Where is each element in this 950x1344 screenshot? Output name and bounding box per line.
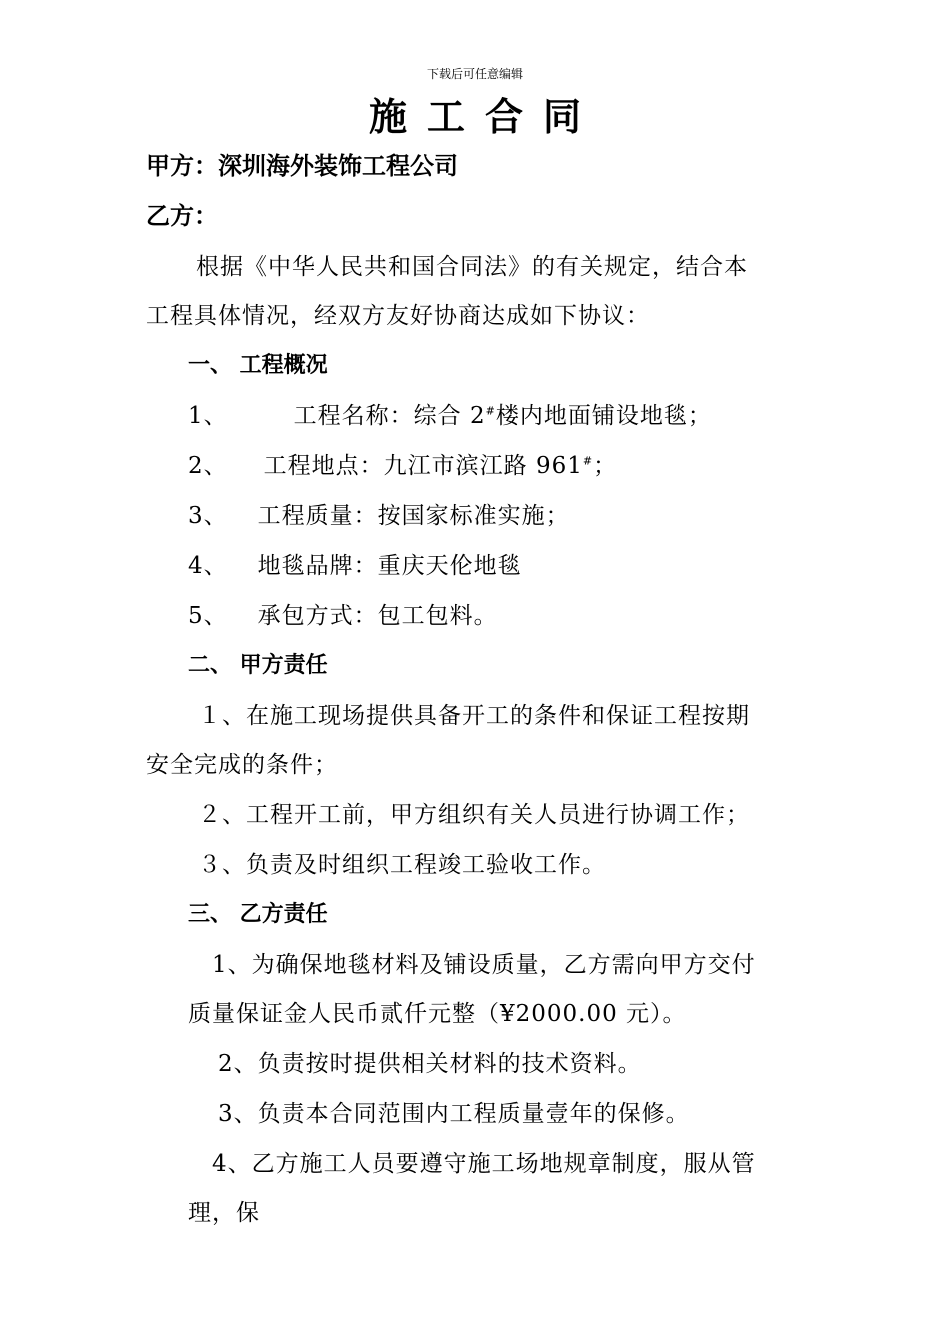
item-text-tail: ； (593, 453, 618, 479)
header-note: 下载后可任意编辑 (426, 67, 523, 81)
list-item (188, 550, 522, 582)
item-number: 5、 (188, 603, 228, 629)
list-item (188, 400, 712, 432)
page-title: 施工合同 (368, 94, 601, 139)
item-text: 承包方式：包工包料。 (257, 603, 498, 629)
section-2-item-1-line-1: １、在施工现场提供具备开工的条件和保证工程按期 (198, 703, 750, 729)
item-number: 1、 (188, 403, 228, 429)
item-number: 3、 (188, 503, 228, 529)
intro-line-2: 工程具体情况，经双方友好协商达成如下协议： (146, 303, 650, 329)
item-number: 2、 (188, 453, 228, 479)
section-3-heading: 三、 乙方责任 (188, 902, 328, 927)
party-a: 甲方：深圳海外装饰工程公司 (146, 152, 458, 180)
section-2-heading: 二、 甲方责任 (188, 653, 328, 678)
item-text: 工程名称：综合 2 (293, 403, 486, 429)
intro-line-1: 根据《中华人民共和国合同法》的有关规定，结合本 (196, 254, 748, 280)
party-b: 乙方： (146, 202, 218, 230)
section-2-item-3: ３、负责及时组织工程竣工验收工作。 (198, 852, 606, 878)
list-item (188, 600, 498, 632)
section-2-item-2: ２、工程开工前，甲方组织有关人员进行协调工作； (198, 802, 750, 828)
item-sup: # (485, 404, 496, 418)
item-number: 4、 (188, 553, 228, 579)
section-2-item-1-line-2: 安全完成的条件； (146, 752, 338, 778)
list-item (188, 450, 617, 482)
item-text: 工程质量：按国家标准实施； (257, 503, 570, 529)
section-3-item-1-line-2: 质量保证金人民币贰仟元整（¥2000.00 元）。 (188, 1001, 687, 1027)
section-3-item-3: 3、负责本合同范围内工程质量壹年的保修。 (218, 1101, 690, 1127)
item-text: 地毯品牌：重庆天伦地毯 (257, 553, 522, 579)
section-3-item-1-line-1: 1、为确保地毯材料及铺设质量，乙方需向甲方交付 (212, 952, 756, 978)
section-1-heading: 一、 工程概况 (188, 353, 328, 378)
item-text-tail: 楼内地面铺设地毯； (495, 403, 712, 429)
section-3-item-4-line-1: 4、乙方施工人员要遵守施工场地规章制度，服从管 (212, 1151, 756, 1177)
item-text: 工程地点：九江市滨江路 961 (263, 453, 583, 479)
item-sup: # (582, 454, 594, 468)
section-3-item-4-line-2: 理，保 (188, 1200, 260, 1226)
list-item (188, 500, 570, 532)
section-3-item-2: 2、负责按时提供相关材料的技术资料。 (218, 1051, 642, 1077)
